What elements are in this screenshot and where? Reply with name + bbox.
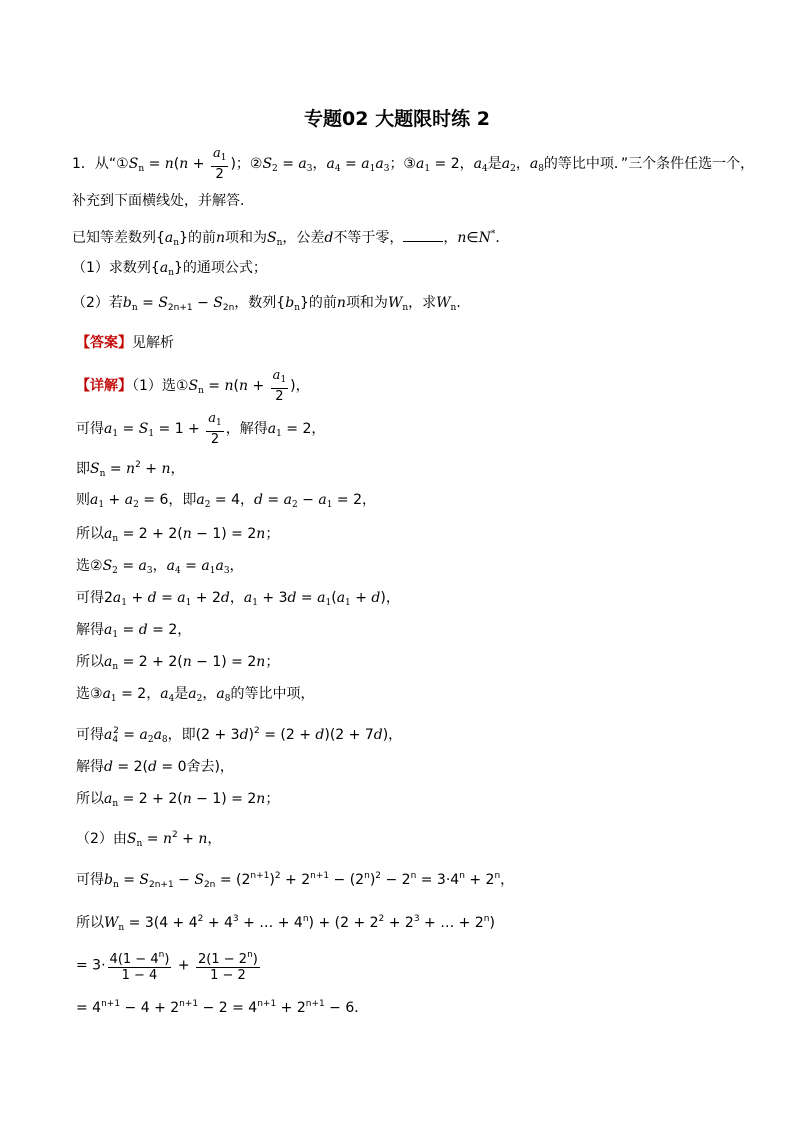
detail-line-15: 可得$b_n = S_{2n+1} - S_{2n} = (2^{n+1})^2 + 2^{n+1} - (2^n)^2 - 2^n = 3\cdot 4^n + 2^n$， [76,871,515,890]
problem-line-2: 补充到下面横线处，并解答． [72,193,254,209]
problem-line-1: 1．从“$①S_n = n(n$ + $\frac{a_1}{2}$ )；$②S_2 = a_3$，$a_4 = a_1a_3$；$③a_1 = 2$，$a_4$是$a_2$，$a_8$的等比中项．”三个条件任选一个， [72,146,755,182]
problem-given: 已知等差数列$\{a_n\}$的前n项和为$S_n$，公差d不等于零， ，n∈N*． [72,229,510,248]
answer-blank [403,229,443,242]
detail-line-5: 所以$a_n = 2 + 2(n - 1) = 2n$； [76,526,280,544]
detail-line-13: 所以$a_n = 2 + 2(n - 1) = 2n$； [76,791,280,809]
answer-text: 见解析 [132,335,174,351]
problem-line1-prefix: 1．从“ [72,156,117,172]
question-2: （2）若$b_n = S_{2n+1} - S_{2n}$，数列$\{b_n\}$的前n项和为$W_n$，求$W_n$． [72,295,471,313]
detail-line-10: 选$③a_1 = 2$，$a_4$是$a_2$，$a_8$的等比中项， [76,686,315,704]
detail-line-2: 可得$a_1 = S_1 = 1$ + $\frac{a_1}{2}$ ，解得$a_1 = 2$， [76,411,326,447]
detail-line-7: 可得$2a_1 + d = a_1 + 2d$，$a_1 + 3d = a_1(a_1 + d)$， [76,590,400,608]
detail-line-18: = $4^{n+1} - 4 + 2^{n+1} - 2 = 4^{n+1} + 2^{n+1} - 6$． [76,999,369,1016]
detail-line-4: 则$a_1 + a_2 = 6$，即$a_2 = 4$，$d = a_2 - a_1 = 2$， [76,492,376,510]
detail-line-9: 所以$a_n = 2 + 2(n - 1) = 2n$； [76,654,280,672]
detail-line-14: （2）由$S_n = n^2 + n$， [76,830,222,849]
detail-line-3: 即$S_n = n^2 + n$， [76,460,185,479]
detail-line-6: 选$②S_2 = a_3$，$a_4 = a_1a_3$， [76,558,244,576]
detail-line-17: = 3· $\frac{4(1 - 4^n)}{1 - 4}$ + $\frac{2(1 - 2^n)}{1 - 2}$ [76,950,258,983]
answer-tag: 【答案】 [76,335,132,351]
detail-line-8: 解得$a_1 = d = 2$， [76,622,192,640]
detail-tag: 【详解】 [76,378,132,394]
detail-line-16: 所以$W_n = 3(4 + 4^2 + 4^3$ + … + $4^n) + (2 + 2^2 + 2^3$ + … + $2^n$) [76,914,495,933]
detail-line-1: 【详解】（1）选$①S_n = n(n$ + $\frac{a_1}{2}$ )， [76,368,310,404]
question-1: （1）求数列$\{a_n\}$的通项公式； [72,260,267,278]
detail-line-11: 可得$a_4^2 = a_2a_8$，即$(2 + 3d)^2 = (2 + d)(2 + 7d)$， [76,726,403,745]
problem-line1-suffix: 三个条件任选一个， [628,156,755,172]
answer-line [76,333,174,353]
page-title: 专题02 大题限时练 2 [304,108,490,130]
detail-line-12: 解得d = 2(d = 0舍去)， [76,759,234,775]
